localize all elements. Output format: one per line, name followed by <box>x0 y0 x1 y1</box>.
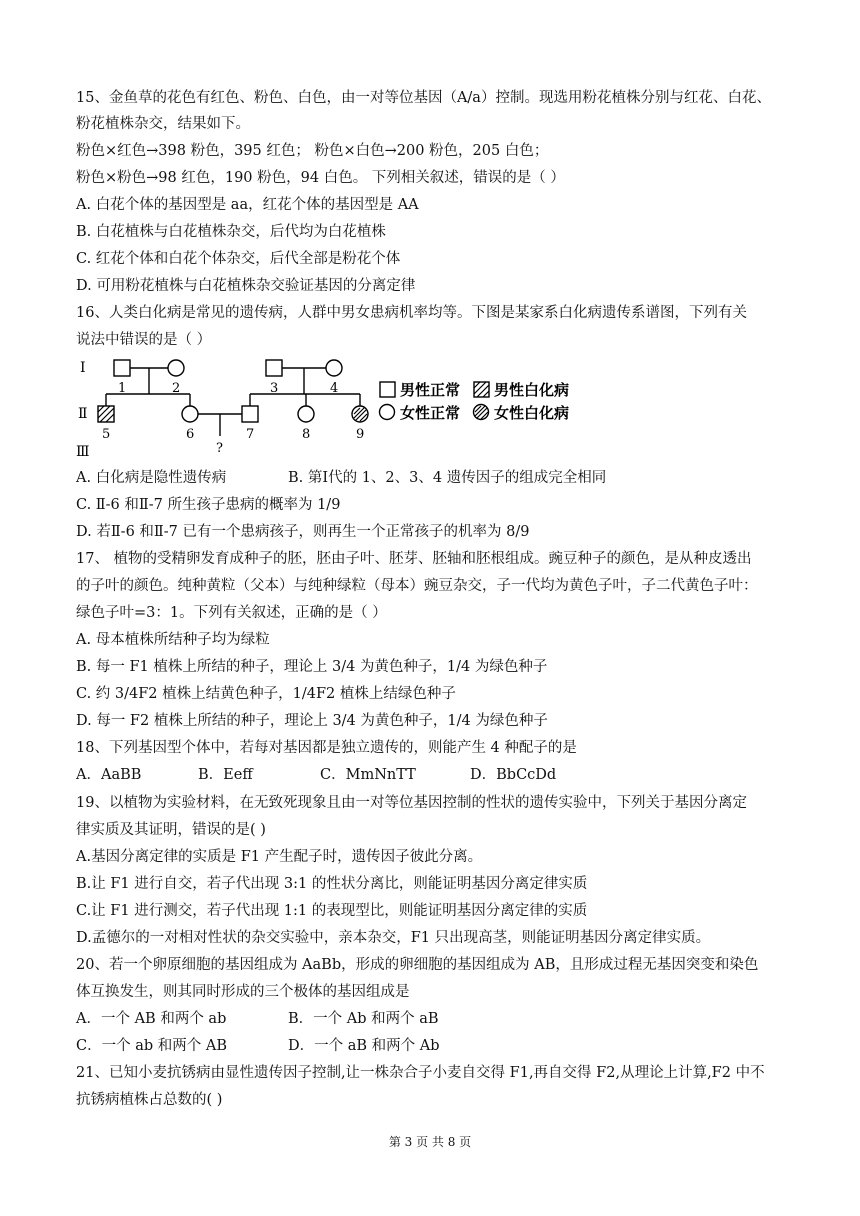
q15-option-b: B. 白花植株与白花植株杂交，后代均为白花植株 <box>76 224 386 240</box>
pedigree-ind-3-male-normal <box>266 360 282 376</box>
q19-stem-line2: 律实质及其证明，错误的是( ) <box>76 822 266 838</box>
pedigree-ind-7-male-normal <box>242 406 258 422</box>
gen-label-3: Ⅲ <box>76 444 90 460</box>
q21-stem-line1: 21、已知小麦抗锈病由显性遗传因子控制,让一株杂合子小麦自交得 F1,再自交得 F2,从理论上计算,F2 中不 <box>76 1065 765 1081</box>
q15-stem-line2: 粉花植株杂交，结果如下。 <box>76 116 250 132</box>
q20-option-c: C．一个 ab 和两个 AB <box>76 1038 227 1054</box>
q20-stem-line1: 20、若一个卵原细胞的基因组成为 AaBb，形成的卵细胞的基因组成为 AB，且形成过程无基因突变和染色 <box>76 957 759 973</box>
q19-option-c: C.让 F1 进行测交，若子代出现 1:1 的表现型比，则能证明基因分离定律的实质 <box>76 903 588 919</box>
q20-option-d: D．一个 aB 和两个 Ab <box>288 1038 440 1054</box>
q17-option-b: B. 每一 F1 植株上所结的种子，理论上 3/4 为黄色种子，1/4 为绿色种子 <box>76 659 548 675</box>
q16-stem-line2: 说法中错误的是（ ） <box>76 332 212 348</box>
q16-option-d: D. 若Ⅱ-6 和Ⅱ-7 已有一个患病孩子，则再生一个正常孩子的机率为 8/9 <box>76 524 530 540</box>
q16-option-b: B. 第Ⅰ代的 1、2、3、4 遗传因子的组成完全相同 <box>288 470 607 486</box>
q17-option-a: A. 母本植株所结种子均为绿粒 <box>76 632 270 648</box>
q19-option-b: B.让 F1 进行自交，若子代出现 3:1 的性状分离比，则能证明基因分离定律实质 <box>76 876 588 892</box>
q18-option-a: A．AaBB <box>76 767 142 783</box>
legend-male-normal-label: 男性正常 <box>400 381 461 399</box>
q16-option-c: C. Ⅱ-6 和Ⅱ-7 所生孩子患病的概率为 1/9 <box>76 497 341 513</box>
legend-female-normal-label: 女性正常 <box>400 404 461 422</box>
q16-stem-line1: 16、人类白化病是常见的遗传病，人群中男女患病机率均等。下图是某家系白化病遗传系谱图，下列有关 <box>76 305 747 321</box>
q16-option-a: A. 白化病是隐性遗传病 <box>76 470 227 486</box>
q17-stem-line3: 绿色子叶=3：1。下列有关叙述，正确的是（ ） <box>76 605 387 621</box>
q15-option-c: C. 红花个体和白花个体杂交，后代全部是粉花个体 <box>76 251 401 267</box>
ind-label-unknown: ? <box>216 441 223 456</box>
q15-stem-line1: 15、金鱼草的花色有红色、粉色、白色，由一对等位基因（A/a）控制。现选用粉花植株分别与红花、白花、 <box>76 90 771 106</box>
pedigree-chart <box>70 352 610 464</box>
q17-option-d: D. 每一 F2 植株上所结的种子，理论上 3/4 为黄色种子，1/4 为绿色种子 <box>76 713 548 729</box>
ind-label-9: 9 <box>356 427 365 442</box>
ind-label-2: 2 <box>172 381 181 396</box>
pedigree-ind-6-female-normal <box>182 406 198 422</box>
q18-stem-line1: 18、下列基因型个体中，若每对基因都是独立遗传的，则能产生 4 种配子的是 <box>76 740 577 756</box>
ind-label-8: 8 <box>302 427 311 442</box>
ind-label-5: 5 <box>102 427 111 442</box>
ind-label-1: 1 <box>118 381 127 396</box>
ind-label-3: 3 <box>270 381 279 396</box>
gen-label-2: Ⅱ <box>78 406 88 422</box>
q19-option-a: A.基因分离定律的实质是 F1 产生配子时，遗传因子彼此分离。 <box>76 849 483 865</box>
q19-stem-line1: 19、以植物为实验材料，在无致死现象且由一对等位基因控制的性状的遗传实验中，下列关于基因分离定 <box>76 795 747 811</box>
ind-label-7: 7 <box>246 427 255 442</box>
pedigree-ind-5-male-affected <box>98 406 114 422</box>
pedigree-ind-1-male-normal <box>114 360 130 376</box>
q15-stem-line3: 粉色×红色→398 粉色，395 红色； 粉色×白色→200 粉色，205 白色； <box>76 143 549 159</box>
ind-label-6: 6 <box>186 427 195 442</box>
legend-female-affected-label: 女性白化病 <box>494 404 570 422</box>
q18-option-c: C．MmNnTT <box>320 767 416 783</box>
ind-label-4: 4 <box>330 381 339 396</box>
pedigree-ind-2-female-normal <box>168 360 184 376</box>
q15-stem-line4: 粉色×粉色→98 红色，190 粉色，94 白色。 下列相关叙述，错误的是（ ） <box>76 170 565 186</box>
pedigree-ind-4-female-normal <box>326 360 342 376</box>
q17-stem-line1: 17、 植物的受精卵发育成种子的胚，胚由子叶、胚芽、胚轴和胚根组成。豌豆种子的颜色，是从种皮透出 <box>76 551 752 567</box>
gen-label-1: Ⅰ <box>80 360 86 376</box>
q20-option-b: B．一个 Ab 和两个 aB <box>288 1011 439 1027</box>
pedigree-ind-8-female-normal <box>298 406 314 422</box>
q20-stem-line2: 体互换发生，则其同时形成的三个极体的基因组成是 <box>76 984 410 1000</box>
q20-option-a: A．一个 AB 和两个 ab <box>76 1011 227 1027</box>
legend-male-affected-icon <box>474 382 489 397</box>
q19-option-d: D.孟德尔的一对相对性状的杂交实验中，亲本杂交，F1 只出现高茎，则能证明基因分离定律实质。 <box>76 930 711 946</box>
legend-female-normal-icon <box>380 405 395 420</box>
q17-option-c: C. 约 3/4F2 植株上结黄色种子，1/4F2 植株上结绿色种子 <box>76 686 456 702</box>
page-footer: 第 3 页 共 8 页 <box>388 1135 472 1149</box>
q18-option-d: D．BbCcDd <box>470 767 557 783</box>
legend-male-affected-label: 男性白化病 <box>494 381 570 399</box>
q17-stem-line2: 的子叶的颜色。纯种黄粒（父本）与纯种绿粒（母本）豌豆杂交，子一代均为黄色子叶，子二代黄色子叶： <box>76 578 758 594</box>
q15-option-d: D. 可用粉花植株与白花植株杂交验证基因的分离定律 <box>76 278 416 294</box>
q21-stem-line2: 抗锈病植株占总数的( ) <box>76 1092 223 1108</box>
q18-option-b: B．Eeff <box>198 767 253 783</box>
legend-male-normal-icon <box>380 382 395 397</box>
q15-option-a: A. 白花个体的基因型是 aa，红花个体的基因型是 AA <box>76 197 419 213</box>
